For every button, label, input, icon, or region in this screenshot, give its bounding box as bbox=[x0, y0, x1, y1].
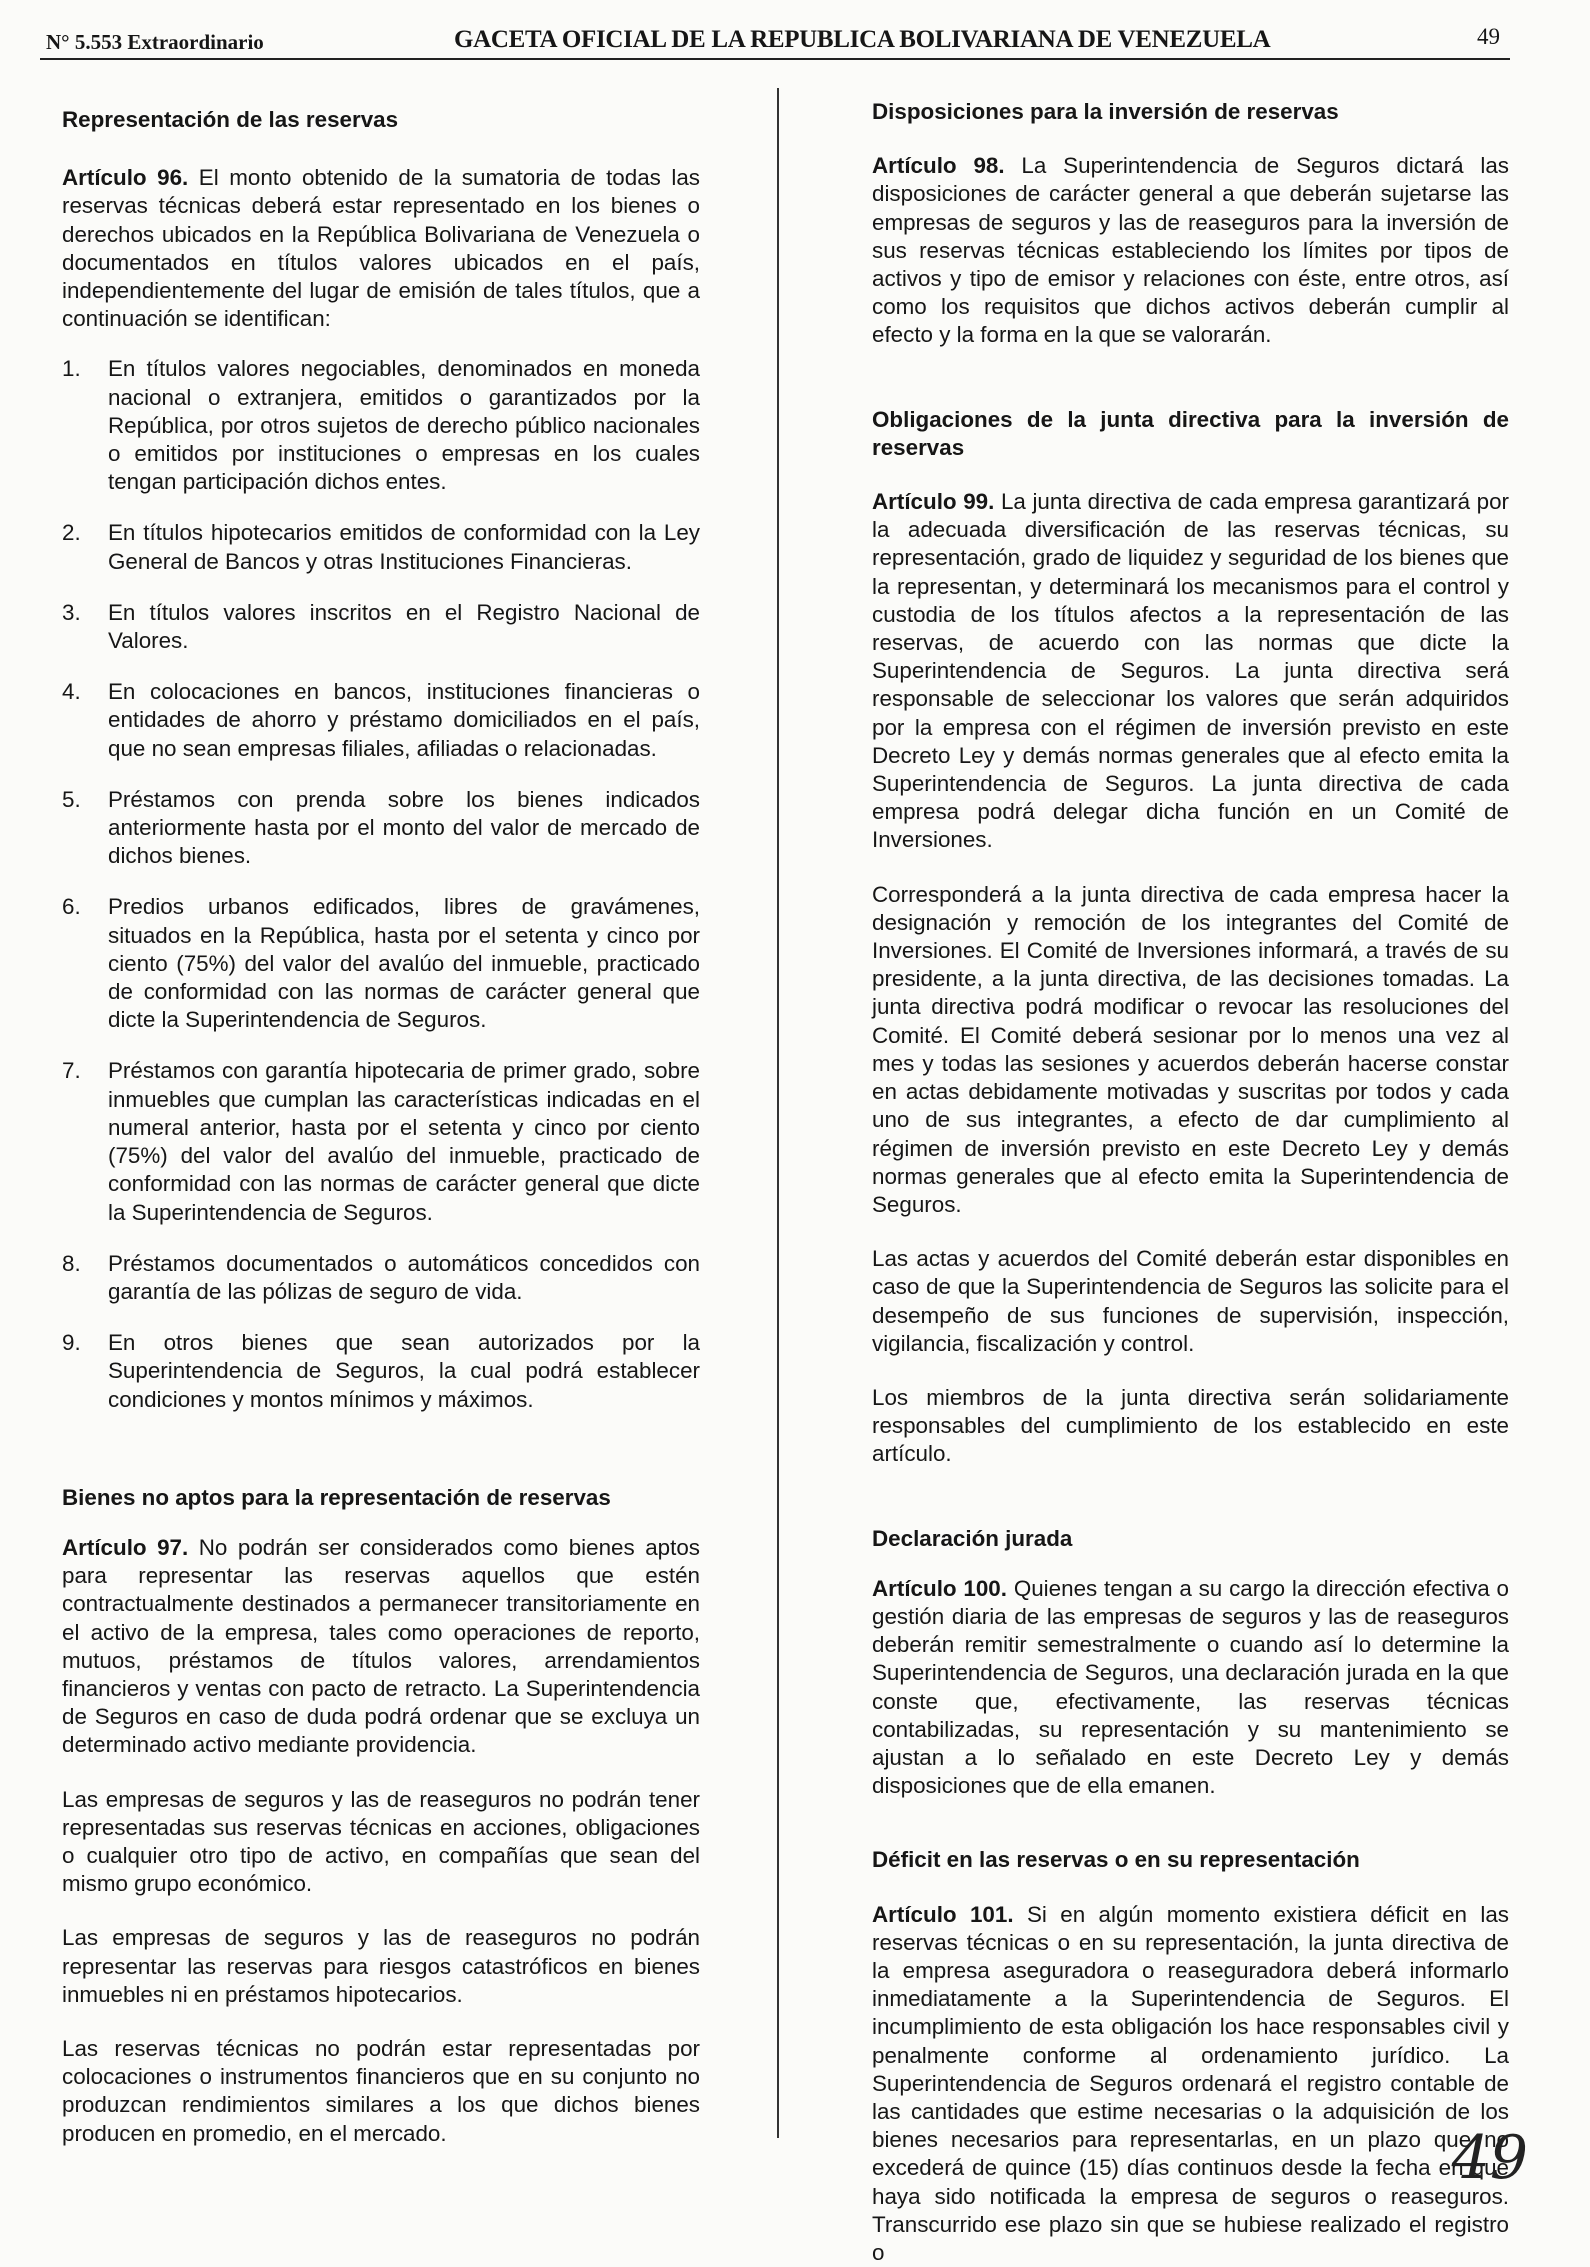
item-number: 6. bbox=[62, 894, 81, 920]
article-99 bbox=[872, 488, 1509, 855]
list-item bbox=[62, 519, 700, 575]
item-number: 7. bbox=[62, 1058, 81, 1084]
item-number: 8. bbox=[62, 1250, 81, 1276]
column-divider bbox=[777, 88, 779, 2138]
list-item bbox=[62, 1329, 700, 1414]
article-101-label: Artículo 101. bbox=[872, 1901, 1014, 1927]
item-number: 1. bbox=[62, 356, 81, 382]
item-text: En otros bienes que sean autorizados por la Superintendencia de Seguros, la cual podrá establecer condiciones y montos mínimos y máximos. bbox=[108, 1330, 700, 1412]
article-100-label: Artículo 100. bbox=[872, 1575, 1007, 1601]
article-99-paragraph-2: Corresponderá a la junta directiva de cada empresa hacer la designación y remoción de los integrantes del Comité de Inversiones. El Comité de Inversiones informará, a través de su presidente, a la junta directiva, de las decisiones tomadas. La junta directiva podrá modificar o revocar las resoluciones del Comité. El Comité deberá sesionar por lo menos una vez al mes y todas las sesiones y acuerdos deberán hacerse constar en actas debidamente motivadas y suscritas por todos y cada uno de sus integrantes, a efecto de dar cumplimiento al régimen de inversión previsto en este Decreto Ley y demás normas generales que al efecto emita la Superintendencia de Seguros. bbox=[872, 881, 1509, 1217]
item-number: 5. bbox=[62, 786, 81, 812]
item-number: 3. bbox=[62, 599, 81, 625]
article-97 bbox=[62, 1534, 700, 1760]
right-column bbox=[872, 100, 1509, 2267]
section-heading-declaracion: Declaración jurada bbox=[872, 1525, 1073, 1551]
article-98-text: La Superintendencia de Seguros dictará las disposiciones de carácter general a que deberán sujetarse las empresas de seguros y las de reaseguros para la inversión de sus reservas técnicas estableciendo los límites por tipos de activos y tipo de emisor y relaciones con éste, entre otros, así como los requisitos que dichos activos deberán cumplir al efecto y la forma en la que se valorarán. bbox=[872, 153, 1509, 348]
article-97-paragraph-3: Las empresas de seguros y las de reaseguros no podrán representar las reservas para riesgos catastróficos en bienes inmuebles ni en préstamos hipotecarios. bbox=[62, 1925, 700, 2007]
list-item bbox=[62, 893, 700, 1034]
article-100 bbox=[872, 1575, 1509, 1801]
item-text: Predios urbanos edificados, libres de gravámenes, situados en la República, hasta por el setenta y cinco por ciento (75%) del valor del avalúo del inmueble, practicado de conformidad con las normas de carácter general que dicte la Superintendencia de Seguros. bbox=[108, 894, 700, 1033]
article-97-label: Artículo 97. bbox=[62, 1534, 189, 1560]
list-item bbox=[62, 355, 700, 496]
gazette-title: GACETA OFICIAL DE LA REPUBLICA BOLIVARIANA DE VENEZUELA bbox=[454, 26, 1271, 53]
page-header bbox=[40, 24, 1510, 60]
section-heading-representacion: Representación de las reservas bbox=[62, 107, 399, 132]
article-97-paragraph-4: Las reservas técnicas no podrán estar representadas por colocaciones o instrumentos financieros que en su conjunto no produzcan rendimientos similares a los que dichos bienes producen en promedio, en el mercado. bbox=[62, 2035, 700, 2146]
article-101 bbox=[872, 1901, 1509, 2267]
issue-number: N° 5.553 Extraordinario bbox=[46, 30, 264, 54]
article-99-paragraph-4: Los miembros de la junta directiva serán solidariamente responsables del cumplimiento de los establecido en este artículo. bbox=[872, 1384, 1509, 1467]
article-98-label: Artículo 98. bbox=[872, 153, 1005, 179]
article-96-text: El monto obtenido de la sumatoria de todas las reservas técnicas deberá estar representado en los bienes o derechos ubicados en la República Bolivariana de Venezuela o documentados en títulos valores ubicados en el país, independientemente del lugar de emisión de tales títulos, que a continuación se identifican: bbox=[62, 165, 701, 332]
article-99-paragraph-3: Las actas y acuerdos del Comité deberán estar disponibles en caso de que la Superintendencia de Seguros las solicite para el desempeño de sus funciones de supervisión, inspección, vigilancia, fiscalización y control. bbox=[872, 1246, 1509, 1356]
item-text: Préstamos con garantía hipotecaria de primer grado, sobre inmuebles que cumplan las características indicadas en el numeral anterior, hasta por el setenta y cinco por ciento (75%) del valor del avalúo del inmueble, practicado de conformidad con las normas de carácter general que dicte la Superintendencia de Seguros. bbox=[108, 1058, 700, 1225]
article-99-label: Artículo 99. bbox=[872, 489, 995, 515]
item-number: 9. bbox=[62, 1330, 81, 1356]
article-101-text: Si en algún momento existiera déficit en las reservas técnicas o en su representación, la junta directiva de la empresa aseguradora o reaseguradora deberá informarlo inmediatamente a la Superintendencia de Seguros. El incumplimiento de esta obligación los hace responsables civil y penalmente conforme al ordenamiento jurídico. La Superintendencia de Seguros ordenará el registro contable de las cantidades que estime necesarias o la adquisición de los bienes necesarios para representarlas, en un plazo que no excederá de quince (15) días continuos desde la fecha en que haya sido notificada la empresa de seguros o reaseguros. Transcurrido ese plazo sin que se hubiese realizado el registro o bbox=[872, 1901, 1510, 2265]
item-number: 4. bbox=[62, 679, 81, 705]
article-96 bbox=[62, 164, 700, 333]
section-heading-deficit: Déficit en las reservas o en su representación bbox=[872, 1847, 1360, 1873]
article-96-label: Artículo 96. bbox=[62, 165, 189, 191]
item-text: Préstamos documentados o automáticos concedidos con garantía de las pólizas de seguro de vida. bbox=[108, 1250, 700, 1304]
section-heading-bienes-no-aptos: Bienes no aptos para la representación de reservas bbox=[62, 1484, 611, 1510]
list-item bbox=[62, 786, 700, 871]
article-96-list bbox=[62, 355, 700, 1413]
list-item bbox=[62, 678, 700, 763]
page-number: 49 bbox=[1477, 24, 1500, 49]
handwritten-page-number: 49 bbox=[1451, 2123, 1528, 2193]
list-item bbox=[62, 599, 700, 655]
item-text: En títulos valores inscritos en el Registro Nacional de Valores. bbox=[108, 599, 700, 654]
left-column bbox=[62, 100, 700, 2148]
section-heading-obligaciones: Obligaciones de la junta directiva para la inversión de reservas bbox=[872, 406, 1509, 460]
article-97-paragraph-2: Las empresas de seguros y las de reaseguros no podrán tener representadas sus reservas técnicas en acciones, obligaciones o cualquier otro tipo de activo, en compañías que sean del mismo grupo económico. bbox=[62, 1786, 700, 1897]
section-heading-disposiciones: Disposiciones para la inversión de reservas bbox=[872, 99, 1339, 124]
article-99-text: La junta directiva de cada empresa garantizará por la adecuada diversificación de las reservas técnicas, su representación, grado de liquidez y seguridad de los bienes que la representan, y determinará los mecanismos para el control y custodia de los títulos afectos a la representación de las reservas, de acuerdo con las normas que dicte la Superintendencia de Seguros. La junta directiva será responsable de seleccionar los valores que serán adquiridos por la empresa con el régimen de inversión previsto en este Decreto Ley y demás normas generales que al efecto emita la Superintendencia de Seguros. La junta directiva de cada empresa podrá delegar dicha función en un Comité de Inversiones. bbox=[872, 489, 1509, 853]
item-text: Préstamos con prenda sobre los bienes indicados anteriormente hasta por el monto del valor de mercado de dichos bienes. bbox=[108, 786, 700, 869]
list-item bbox=[62, 1250, 700, 1306]
article-100-text: Quienes tengan a su cargo la dirección efectiva o gestión diaria de las empresas de seguros y las de reaseguros deberán remitir semestralmente o cuando así lo determine la Superintendencia de Seguros, una declaración jurada en la que conste que, efectivamente, las reservas técnicas contabilizadas, su representación y su mantenimiento se ajustan a lo señalado en este Decreto Ley y demás disposiciones que de ella emanen. bbox=[872, 1575, 1510, 1799]
item-number: 2. bbox=[62, 520, 81, 546]
item-text: En colocaciones en bancos, instituciones financieras o entidades de ahorro y préstamo domiciliados en el país, que no sean empresas filiales, afiliadas o relacionadas. bbox=[108, 679, 700, 761]
article-98 bbox=[872, 152, 1509, 349]
item-text: En títulos valores negociables, denominados en moneda nacional o extranjera, emitidos o garantizados por la República, por otros sujetos de derecho público nacionales o emitidos por instituciones o empresas en los cuales tengan participación dichos entes. bbox=[108, 356, 700, 495]
article-97-text: No podrán ser considerados como bienes aptos para representar las reservas aquellos que estén contractualmente destinados a permanecer transitoriamente en el activo de la empresa, tales como operaciones de reporto, mutuos, préstamos de títulos valores, arrendamientos financieros y ventas con pacto de retracto. La Superintendencia de Seguros en caso de duda podrá ordenar que se excluya un determinado activo mediante providencia. bbox=[62, 1534, 700, 1758]
item-text: En títulos hipotecarios emitidos de conformidad con la Ley General de Bancos y otras Instituciones Financieras. bbox=[108, 520, 700, 574]
list-item bbox=[62, 1057, 700, 1226]
